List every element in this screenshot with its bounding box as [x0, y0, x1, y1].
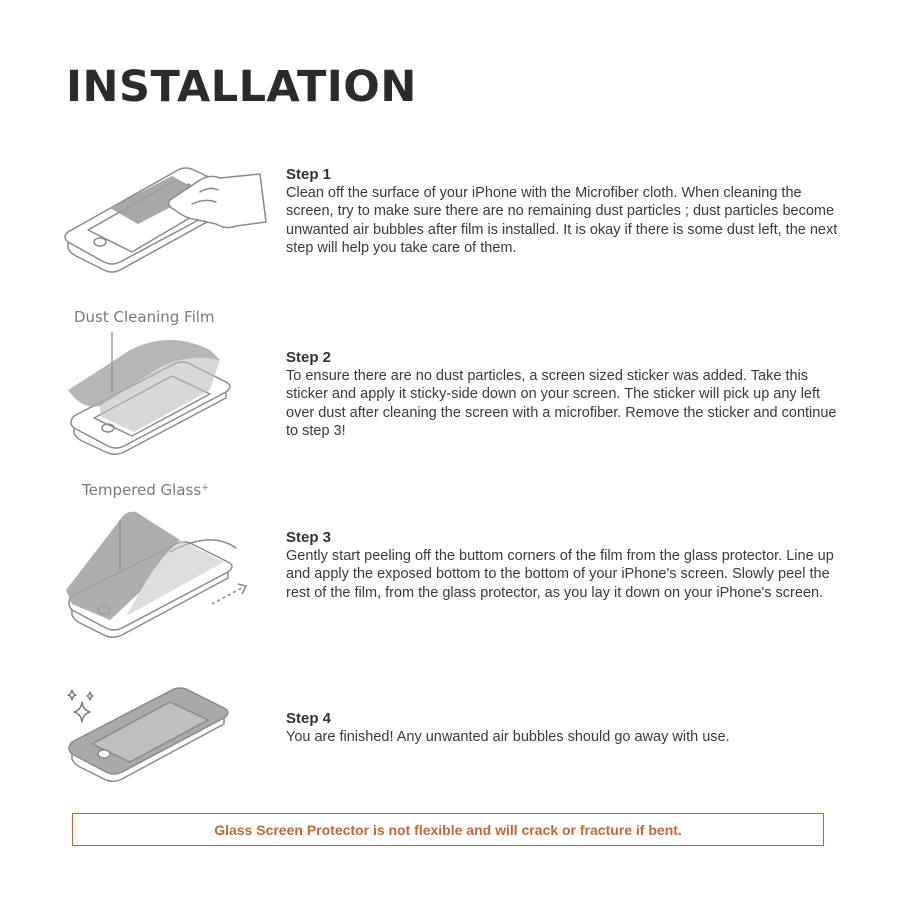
step2-label: Dust Cleaning Film	[74, 308, 215, 326]
warning-box	[72, 813, 824, 846]
step3-title: Step 3	[286, 529, 332, 546]
step2-text	[286, 349, 842, 440]
step1-wipe-illustration	[60, 160, 270, 275]
step1-body: Clean off the surface of your iPhone with the Microfiber cloth. When cleaning the screen, try to make sure there are no remaining dust particles ; dust particles become unwanted air bubbles after film is installed. It is okay if there is some dust left, the next step will help you take care of them.	[286, 185, 838, 256]
warning-text: Glass Screen Protector is not flexible and will crack or fracture if bent.	[214, 821, 682, 838]
sparkle-icon	[68, 690, 93, 722]
step2-body: To ensure there are no dust particles, a screen sized sticker was added. Take this sticker and apply it sticky-side down on your screen. The sticker will pick up any left over dust after cleaning the screen with a microfiber. Remove the sticker and continue to step 3!	[286, 368, 837, 439]
step2-title: Step 2	[286, 349, 332, 366]
step4-title: Step 4	[286, 710, 332, 727]
step1-title: Step 1	[286, 166, 332, 183]
step4-body: You are finished! Any unwanted air bubbles should go away with use.	[286, 729, 730, 745]
step2-dust-film-illustration	[60, 330, 240, 455]
step4-text	[286, 710, 842, 746]
step3-label: Tempered Glass⁺	[82, 481, 210, 499]
step3-text	[286, 529, 842, 602]
step1-text	[286, 166, 842, 257]
step3-tempered-glass-illustration	[60, 500, 260, 645]
step4-finished-illustration	[60, 672, 240, 792]
page-title: INSTALLATION	[66, 62, 417, 112]
step3-body: Gently start peeling off the buttom corners of the film from the glass protector. Line up and apply the exposed bottom to the bottom of your iPhone's screen. Slowly peel the rest of the film, from the glass protector, as you lay it down on your iPhone's screen.	[286, 548, 834, 601]
